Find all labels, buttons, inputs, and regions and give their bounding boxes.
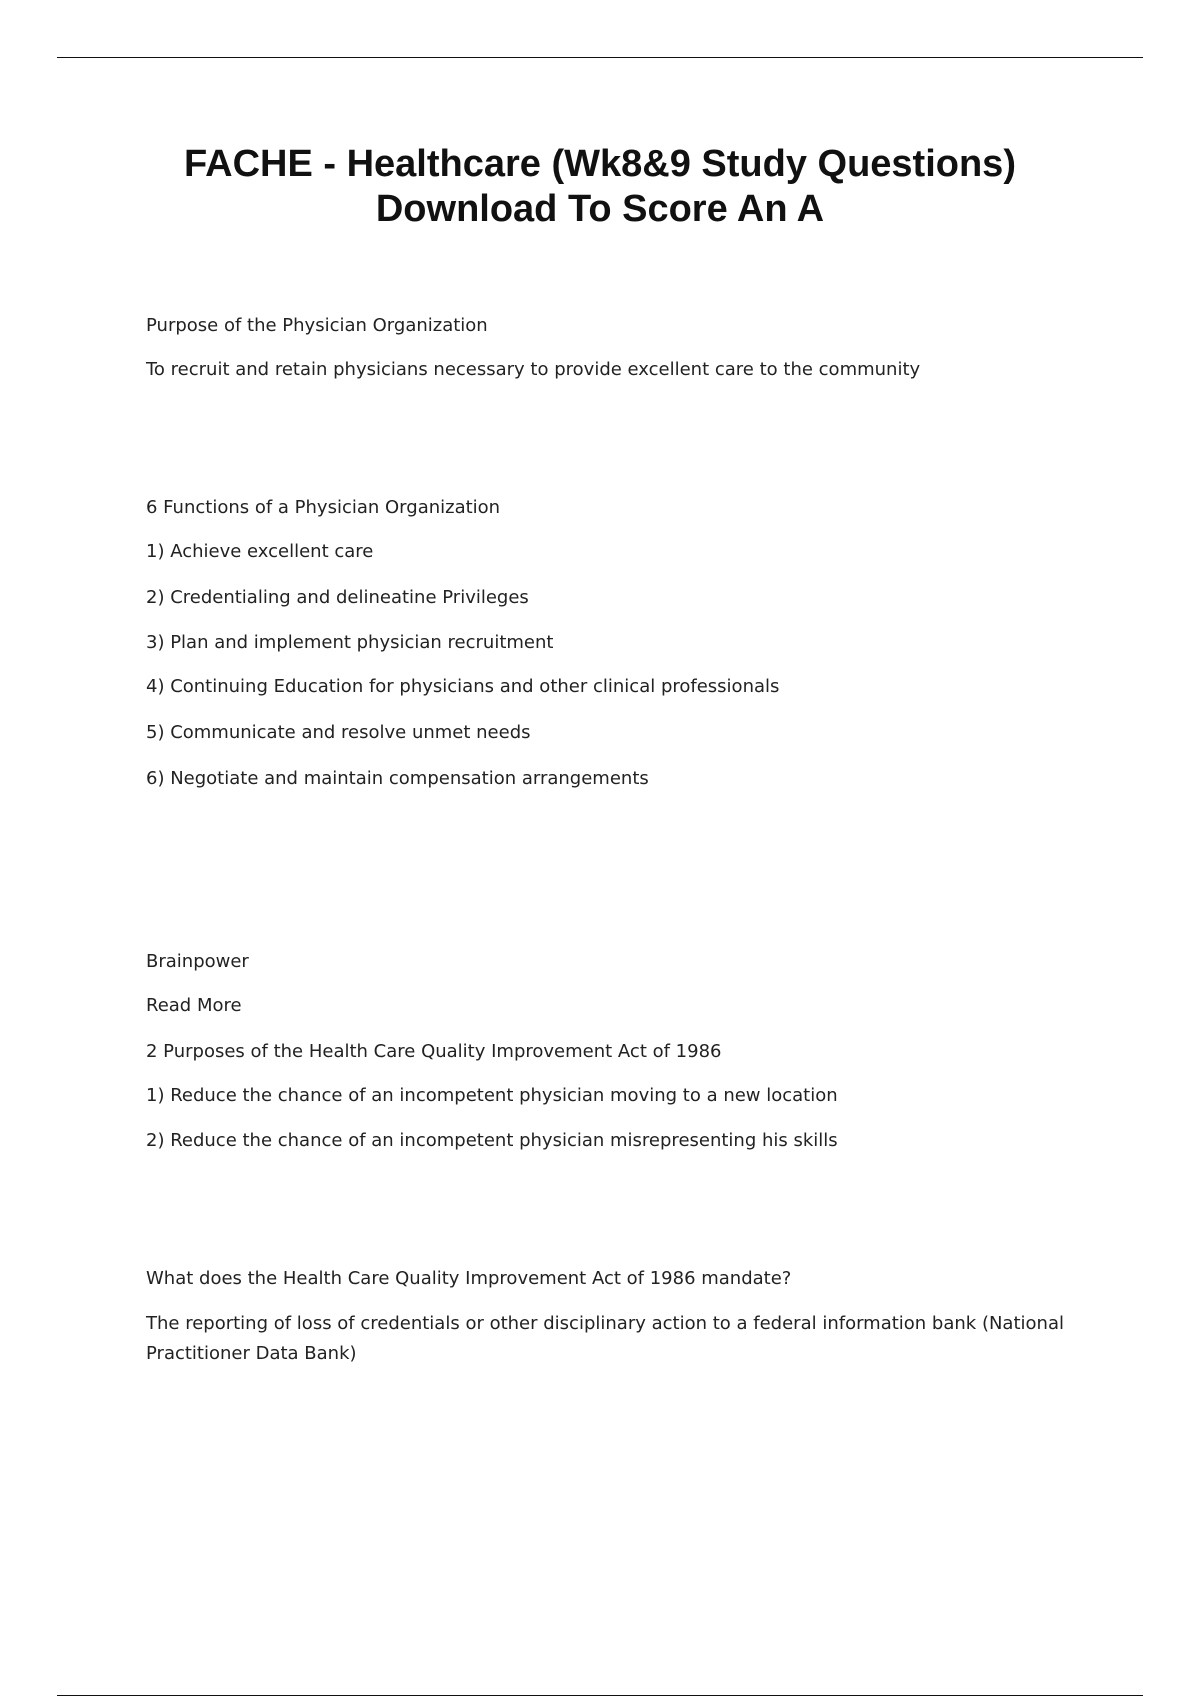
function-item: 6) Negotiate and maintain compensation arrangements — [146, 768, 649, 789]
function-item: 4) Continuing Education for physicians and other clinical professionals — [146, 676, 780, 697]
question-hcqia-mandate: What does the Health Care Quality Improvement Act of 1986 mandate? — [146, 1268, 792, 1289]
document-title — [100, 142, 1100, 232]
brainpower-label: Brainpower — [146, 951, 249, 972]
title-line-1: FACHE - Healthcare (Wk8&9 Study Questions) — [184, 143, 1016, 185]
title-line-2: Download To Score An A — [375, 188, 825, 230]
answer-purpose: To recruit and retain physicians necessary to provide excellent care to the community — [146, 359, 921, 380]
hcqia-purpose-item: 1) Reduce the chance of an incompetent physician moving to a new location — [146, 1085, 838, 1106]
function-item: 1) Achieve excellent care — [146, 541, 374, 562]
top-rule — [57, 57, 1143, 58]
bottom-rule — [57, 1695, 1143, 1696]
question-functions: 6 Functions of a Physician Organization — [146, 497, 501, 518]
read-more-link[interactable]: Read More — [146, 995, 242, 1016]
question-hcqia-purposes: 2 Purposes of the Health Care Quality Improvement Act of 1986 — [146, 1041, 722, 1062]
function-item: 2) Credentialing and delineatine Privileges — [146, 587, 529, 608]
answer-hcqia-mandate: The reporting of loss of credentials or other disciplinary action to a federal information bank (National Practitioner Data Bank) — [146, 1313, 1064, 1364]
question-purpose: Purpose of the Physician Organization — [146, 315, 488, 336]
hcqia-purpose-item: 2) Reduce the chance of an incompetent physician misrepresenting his skills — [146, 1130, 838, 1151]
function-item: 5) Communicate and resolve unmet needs — [146, 722, 531, 743]
function-item: 3) Plan and implement physician recruitment — [146, 632, 554, 653]
